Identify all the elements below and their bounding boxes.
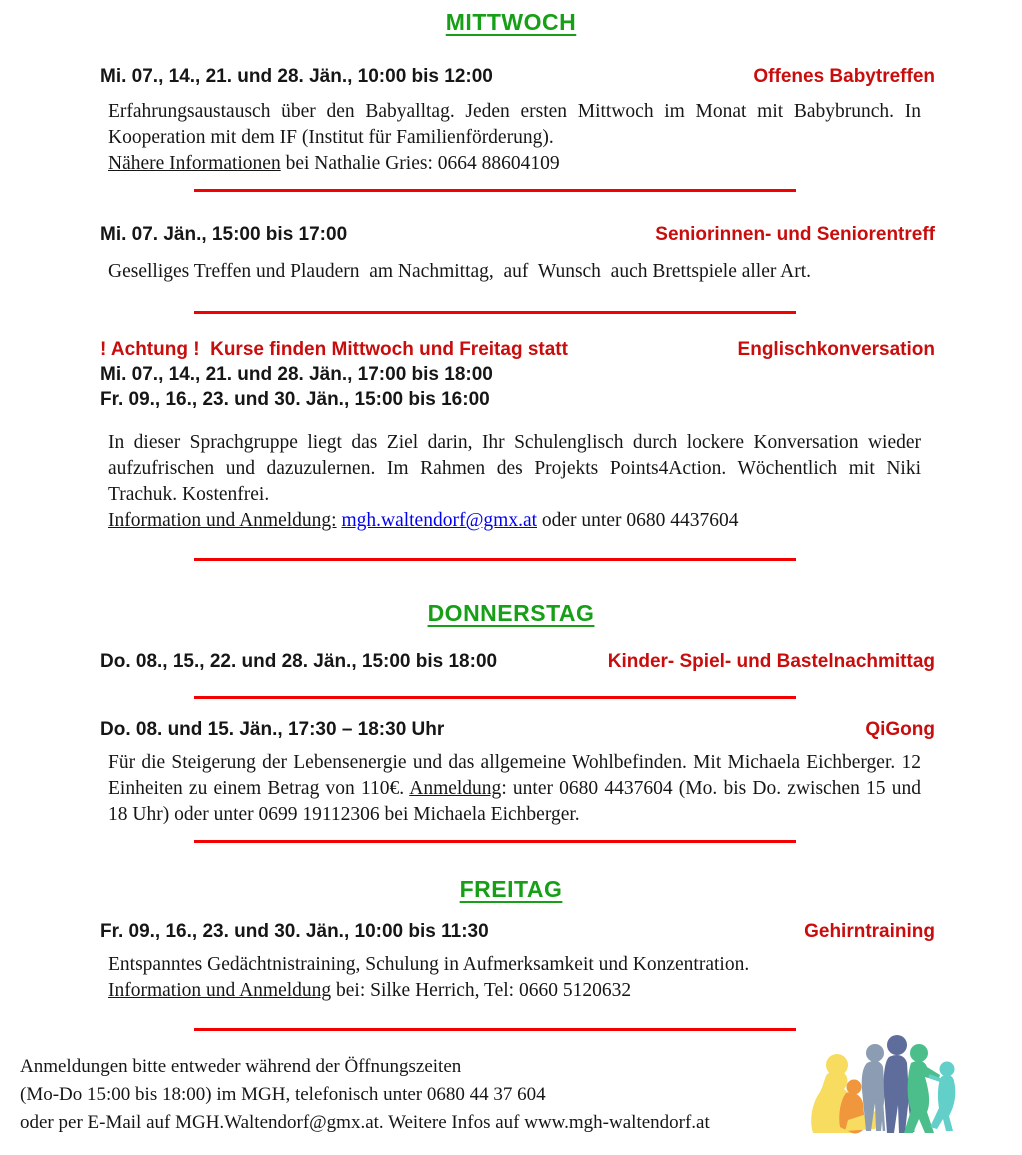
day-heading-donnerstag [0, 599, 1022, 627]
event-notice-englisch: ! Achtung ! Kurse finden Mittwoch und Freitag statt [100, 339, 568, 360]
event-title-babytreffen: Offenes Babytreffen [753, 66, 935, 87]
day-heading-freitag [0, 875, 1022, 903]
day-heading-mittwoch [0, 8, 1022, 36]
info-label: Information und Anmeldung: [108, 510, 337, 531]
separator-line [194, 1028, 796, 1031]
body-run: Für die Steigerung der Lebensenergie und das allgemeine Wohlbefinden. Mit Michaela Eichberger. 12 Einheiten zu einem Betrag von 110€. [108, 752, 921, 799]
day-heading-mittwoch-text: MITTWOCH [445, 9, 577, 35]
event-header-babytreffen [100, 64, 935, 89]
footer-line-1: Anmeldungen bitte entweder während der Öffnungszeiten [20, 1056, 462, 1077]
event-dates-englisch-1: Mi. 07., 14., 21. und 28. Jän., 17:00 bis 18:00 [100, 364, 493, 385]
event-body-seniorentreff: Geselliges Treffen und Plaudern am Nachmittag, auf Wunsch auch Brettspiele aller Art. [108, 261, 812, 282]
body-run-post: : unter 0680 4437604 (Mo. bis Do. zwischen 15 und 18 Uhr) oder unter 0699 19112306 bei Michaela Eichberger. [108, 778, 921, 825]
separator-line [194, 311, 796, 314]
family-figures-logo [796, 1032, 966, 1144]
event-header-bastelnachmittag [100, 649, 935, 674]
event-header-gehirntraining [100, 919, 935, 944]
email-link[interactable]: mgh.waltendorf@gmx.at [341, 510, 538, 531]
body-run: In dieser Sprachgruppe liegt das Ziel darin, Ihr Schulenglisch durch lockere Konversation wieder aufzufrischen und dazuzulernen. Im Rahmen des Projekts Points4Action. Wöchentlich mit Niki Trachuk. Kostenfrei. [108, 432, 921, 505]
event-header-englisch [100, 338, 935, 362]
info-rest: bei: Silke Herrich, Tel: 0660 5120632 [331, 980, 632, 1001]
info-label: Nähere Informationen [108, 153, 281, 174]
event-dates-bastelnachmittag: Do. 08., 15., 22. und 28. Jän., 15:00 bis 18:00 [100, 651, 498, 672]
info-rest: bei Nathalie Gries: 0664 88604109 [280, 153, 560, 174]
separator-line [194, 840, 796, 843]
event-dates-englisch-2: Fr. 09., 16., 23. und 30. Jän., 15:00 bis 16:00 [100, 389, 490, 410]
event-dates-seniorentreff: Mi. 07. Jän., 15:00 bis 17:00 [100, 224, 348, 245]
event-title-qigong: QiGong [865, 719, 935, 740]
event-body-gehirntraining [108, 952, 921, 1004]
footer-line-2: (Mo-Do 15:00 bis 18:00) im MGH, telefonisch unter 0680 44 37 604 [20, 1084, 546, 1105]
footer-line-3: oder per E-Mail auf MGH.Waltendorf@gmx.at. Weitere Infos auf www.mgh-waltendorf.at [20, 1112, 710, 1133]
event-dates-gehirntraining: Fr. 09., 16., 23. und 30. Jän., 10:00 bis 11:30 [100, 921, 489, 942]
info-label: Information und Anmeldung [108, 980, 332, 1001]
event-title-seniorentreff: Seniorinnen- und Seniorentreff [655, 224, 935, 245]
event-header-seniorentreff [100, 222, 935, 247]
day-heading-freitag-text: FREITAG [459, 876, 563, 902]
event-title-bastelnachmittag: Kinder- Spiel- und Bastelnachmittag [607, 651, 935, 672]
body-run: Entspanntes Gedächtnistraining, Schulung in Aufmerksamkeit und Konzentration. [108, 954, 750, 975]
separator-line [194, 558, 796, 561]
event-dates-babytreffen: Mi. 07., 14., 21. und 28. Jän., 10:00 bis 12:00 [100, 66, 493, 87]
event-title-gehirntraining: Gehirntraining [804, 921, 935, 942]
event-body-babytreffen [108, 99, 921, 177]
separator-line [194, 189, 796, 192]
anmeldung-label: Anmeldung [409, 778, 502, 799]
info-rest: oder unter 0680 4437604 [537, 510, 739, 531]
event-body-qigong [108, 750, 921, 828]
event-dates-qigong: Do. 08. und 15. Jän., 17:30 – 18:30 Uhr [100, 719, 445, 740]
separator-line [194, 696, 796, 699]
body-run: Erfahrungsaustausch über den Babyalltag. Jeden ersten Mittwoch im Monat mit Babybrunch. In Kooperation mit dem IF (Institut für Familienförderung). [108, 101, 921, 148]
event-header-qigong [100, 717, 935, 742]
day-heading-donnerstag-text: DONNERSTAG [427, 600, 595, 626]
event-title-englisch: Englischkonversation [737, 339, 935, 360]
event-body-englisch [108, 430, 921, 534]
